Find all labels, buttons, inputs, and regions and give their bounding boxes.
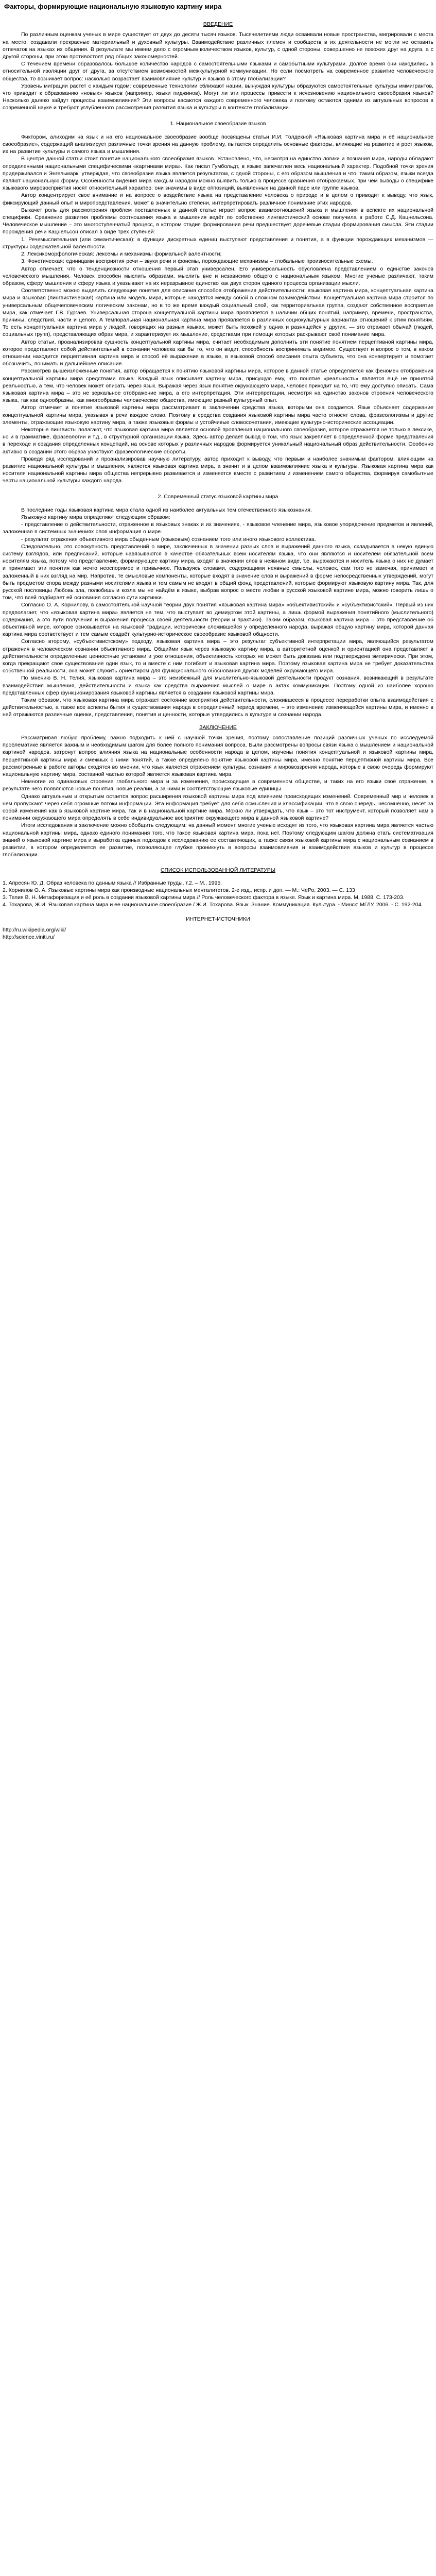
paragraph: Рассматривая любую проблему, важно подходить к ней с научной точки зрения, поэтому сопоставление позиций различных ученых по исследуемой проблематике является важным и необходимым шагом для более полного понимания вопроса. Были рассмотрены вопросы связи языка с мышлением и национальной картиной народов, затронут вопрос влияния языка на национальные особенности народа в целом, изучены понятия концептуальной и языковой картины мира, перцептивной картины мира и смежных с ними понятий, а также определено понятие языковой картины мира, именно понятие перцептивной картины мира. Все рассмотренные в работе авторы сходятся во мнении, что язык является отражением культуры, сознания и мировоззрения народа, которые в свою очередь формируют национальную картину мира, составной частью которой является языковая картина мира. — [3, 734, 433, 777]
paragraph: Автор концентрирует свое внимание и на вопросе о воздействие языка на представление человека о природе и в целом о приводит к выводу, что язык, фиксирующий данный опыт и миропредставления, может в значительно степени, интерпретировать различное понимание этих народов. — [3, 192, 433, 206]
paragraph: Автор отмечает и понятие языковой картины мира рассматривает в заключении средства языка, которыми она создается. Язык объясняет содержание концептуальной картины мира, указывая в речи каждое слово. Поэтому в средства создания языковой картины мира часто относят слова, фразеологизмы и другие элементы, отражающие языковую картину мира, а также языковые формы и устойчивые словосочетания, имеющие культурно-исторические ассоциации. — [3, 404, 433, 426]
paragraph: Согласно О. А. Корнилову, в самостоятельной научной теории двух понятия «языковая картина мира» «объективистский» и «субъективистский». Первый из них предполагает, что «языковая картина мира» является не тем, что выступает во демиургом этой картины, а лишь формой выражения понятийного (мыслительного) содержания, а это пути получения и выражения процесса своей деятельности (теории и практики). Таким образом, языковая картина мира – это представление об объективной мире, которое основывается на языковой традиции, исторически сложившейся у определенного народа, выражая общую картину мира, которой данная картина мира соответствует и тем самым создаёт культурно-историческое своеобразие языковой общности. — [3, 602, 433, 638]
references-list — [3, 879, 433, 909]
paragraph: В последние годы языковая картина мира стала одной из наиболее актуальных тем отечественного языкознания. — [21, 506, 312, 513]
source-link[interactable]: http://ru.wikipedia.org/wiki/ — [3, 926, 66, 933]
reference-item: 2. Корнилов О. А. Языковые картины мира как производные национальных менталитетов. 2-е изд., испр. и доп. — М.: ЧеРо, 2003. — С. 133 — [3, 887, 355, 893]
paragraph: С течением времени образовалось большое количество народов с самостоятельными языками и самобытными культурами. Долгое время они находились в относительной изоляции друг от друга, за отсутствием возможностей межкультурной коммуникации. Но если посмотреть на современное развитие человеческого общества, то возникает вопрос: насколько возрастает взаимовлияние культур и языков в этому глобализации? — [3, 61, 433, 82]
list-item: - результат отражения объективного мира обыденным (языковым) сознанием того или иного языкового коллектива. — [21, 536, 316, 543]
article-page — [0, 0, 436, 941]
internet-sources-heading: ИНТЕРНЕТ-ИСТОЧНИКИ — [186, 916, 250, 923]
paragraph: Проведя ряд исследований и проанализировав научную литературу, автор приходит к выводу, что первым и наиболее значимым фактором, влияющим на развитие национальной культуры и мышления, является языковая картина мира, а значит и в целом взаимовлияние языка и культуры. Языковая картина мира как носителя национальной картины мира общества непрерывно развивается и изменяется вместе с развитием и изменением самого общества, формируя самобытные черты национальной культуры каждого народа. — [3, 455, 433, 484]
paragraph: Следовательно, это совокупность представлений о мире, заключенных в значении разных слов и выражений данного языка, складывается в некую единую систему взглядов, или предписаний, которые навязываются в качестве обязательных всем носителям языка, что они являются и носителем обязательной всем носителям языка, потому что представление, формирующее картину мира, входят в значении слов в неявном виде, т.е. выражаются и носитель языка о них не думает и принимает эти понятия как нечто неоспоримое и привычное. Пользуясь словами, содержащими неявные смыслы, человек, сам того не замечая, принимает и заложенный в них взгляд на мир. Напротив, те смысловые компоненты, которые входят в значение слов и выражений в форме непосредственных утверждений, могут быть предметом спора между разными носителями языка и тем самым не входят в общий фонд представлений, которые формируют языковую картину мира. Так, для русской пословицы Любовь зла, полюбишь и козла мы не найдём в языке, выбрав вопрос о месте любви в русской языковой картине мира, можно говорить лишь о том, что всей подбирает ей основания согласно сути картинки. — [3, 543, 433, 601]
reference-item: 3. Телия В. Н. Метафоризация и её роль в создании языковой картины мира // Роль человеческого фактора в языке. Язык и картина мира. М, 1988. С. 173-203. — [3, 894, 405, 901]
page-title: Факторы, формирующие национальную языковую картину мира — [4, 3, 222, 10]
reference-item: 4. Тохарова, Ж.И. Языковая картина мира и ее национальное своеобразие / Ж.И. Тохарова. Язык. Знание. Коммуникация. Культура. - Минск: МГЛУ, 2006. - С. 192-204. — [3, 902, 423, 908]
intro-section — [3, 31, 433, 111]
paragraph: Согласно второму, «субъективистскому» подходу, языковая картина мира – это результат субъективной интерпретации мира, являющийся результатом отражения в человеческом сознании объективного мира. Общийми язык через языковую картину мира, а авторитетной оценкой и ориентацией она представляет в действительности определенные ценностные установки и уже отношения, объективность которых не может быть доказана или подтверждена эмпирически. При этом, когда прекращают свое существование одни язык, то и вместе с ним погибает и языковая картина мира. Поэтому языковая картина мира не требует доказательства собственной реальности, она может служить ориентиром для функционального обоснования других моделей окружающего мира. — [3, 638, 433, 674]
paragraph: Автор статьи, проанализировав сущность концептуальной картины мира, считает необходимым дополнить эти понятие понятием перцептивной картины мира, которое представляет собой действительный в сознании человека как бы то, что он видит, способность воспринимать видимое. Существует и вопрос о том, в каком отношении находится перцептивная картина мира и способ её выражения в языке, в языковой способ описания опыта субъекта, что она конвертирует и помогает обозначить, понимать и дальнейшее описание. — [3, 338, 433, 367]
paragraph: По различным оценкам ученых в мире существует от двух до десяти тысяч языков. Тысячелетиями люди осваивали новые пространства, мигрировали с места на место, создавали прекрасные материальный и духовный культуры. Взаимодействие различных племен и сообществ в их деятельности не могли не оставить отпечаток на языках их общения. В результате мы имеем дело с огромным количеством языков, культур, с одной стороны, совершенно не похожих друг на друга, а с другой стороны, при этом противостоят ряд общих закономерностей. — [3, 31, 433, 60]
section-1 — [3, 133, 433, 485]
section-1-heading: 1. Национальное своеобразие языков — [170, 120, 266, 127]
paragraph: Таким образом, что языковая картина мира отражает состояние восприятия действительности, сложившееся в процессе переработки опыта взаимодействия с действительностью, а также все аспекты бытия и существования народа в определенный период времени, – это изменение изменяющейся картины мира, и именно в ней отражаются различные оценки, представления, понятия и ценности, которые утвердились в культуре и сознании народа. — [3, 697, 433, 718]
paragraph: Немногие из одинаковых строение глобального мира и за изменения, происходящие в современном обществе, и таких на его языки своё отражение, в результате чего появляются новые понятия, новые реалии, а за ними и соответствующие языковые единицы. — [3, 778, 433, 792]
conclusion-heading: ЗАКЛЮЧЕНИЕ — [199, 724, 237, 731]
paragraph: Автор отмечает, что о тенденциозности отношения первый этап универсален. Его универсальность обусловлена представлением о единстве законов человеческого мышления. Человек способен мыслить образами, мыслить вне и независимо общего с национальным языком. Многие ученые различают, таким образом, сферу мышления и сферу языка и указывают на их неразрывное единство как двух сторон единого процесса организации мысли. — [3, 265, 433, 286]
paragraph: Соответственно можно выделить следующие понятия для описания способов отображения действительности: языковая картина мира, концептуальная картина мира и языковая (лингвистическая) картина или модель мира, которые находятся между собой в сложном взаимодействии. Концептуальная картина мира строится по универсальным общечеловеческим логическим законам, но в то же время каждый социальный слой, как территориальная группа, создают собственное восприятие мира, как отмечает Г.В. Гургаев. Универсальная сторона концептуальной картины мира проявляется в наличии общих понятий, например, времени, пространства, причины, следствия, части и целого. А темпоральная национальная картина мира проявляется в различных социокультурных вариантах отношений к этим понятиям. То есть концептуальная картина мира у людей, говорящих на разных языках, может быть похожей у одних и разнящейся у других, — это отражает обычай (людей, социальных групп), представляющих образ мира, и характеризует их мышление, средствами при помощи которых раскрывают своё понимание мира. — [3, 287, 433, 338]
list-item: 1. Речемыслительная (или семантическая): в функции дискретных единиц выступают представления и понятия, а в функции порождающих механизмов — структуры содержательной валентности. — [3, 236, 433, 250]
section-2-heading: 2. Современный статус языковой картины мира — [158, 493, 278, 500]
reference-item: 1. Апресян Ю. Д. Образ человека по данным языка // Избранные труды, т.2. – М., 1995. — [3, 879, 222, 886]
paragraph: Рассмотрев вышеизложенные понятия, автор обращается к понятию языковой картины мира, которое в данной статье определяется как феномен отображения концептуальной картины мира средствами языка. Каждый язык описывает картину мира, присущую ему, что понятие «реальность» является ещё не принятой реальностью, а тем, что человек может описать через язык. Выражая через язык понятие окружающего мира, человек приходит на то, что ему доступно описать. Сама языковая картина мира – это не зеркальное отображение мира, а его интерпретация. Эти интерпретации, несмотря на единство законов строения человеческого языка, так как однообразны, как многообразны человеческие общества, имеющие разный культурный опыт. — [3, 368, 433, 404]
paragraph: Уровень миграции растет с каждым годом: современные технологии сближают нации, вынуждая культуры образуются самостоятельные культуры иммигрантов, что приводит к образованию «новых» языков (например, языки пиджинов). Могут ли эти процессы привести к исчезновению национального своеобразия языков? Насколько далеко зайдут процессы взаимовлияния? Эти вопросы касаются каждого современного человека и поэтому остаются одними из актуальных вопросов в современной науке и требуют углубленного рассмотрения развития языка и культуры в контексте глобализации. — [3, 82, 433, 111]
conclusion-section — [3, 734, 433, 858]
paragraph: Однако актуальным и открытым остается вопрос расширения языковой картины мира под влиянием происходящих изменений. Современный мир и человек в нем пропускают через себя огромные потоки информации. Эта информация требует для себя осмысления и классификации, что в свою очередь, несомненно, несет за собой изменения как в языковой картине мира, так и в национальной картине мира. Можно ли утверждать, что язык – это тот инструмент, который позволяет нам в понимании окружающего мира определять в себе индивидуальное восприятие окружающего мира в данной языковой картине? — [3, 793, 433, 822]
section-2 — [3, 506, 433, 719]
paragraph: Языковую картину мира определяют следующим образом: — [21, 514, 170, 520]
list-item: 2. Лексикоморфологическая: лексемы и механизмы формальной валентности; — [21, 251, 222, 258]
internet-sources-list — [3, 926, 433, 941]
paragraph: Некоторые лингвисты полагают, что языковая картина мира является основой проявления национального своеобразия, которое отражается не только в лексике, но и в грамматике, фразеологии и т.д., в структурной организации языка. Здесь автор делает вывод о том, что язык закрепляет в определенной форме представления в переходе и создания определенных концепций, на основе которых у различных народов формируется уникальный национальный образ действительности. Особенно активно в создании этого образа участвуют фразеологические обороты. — [3, 426, 433, 455]
intro-heading: ВВЕДЕНИЕ — [203, 21, 233, 28]
list-item: - представление о действительности, отраженное в языковых знаках и их значениях, - языковое членение мира, языковое упорядочение предметов и явлений, заложенная в системных значениях слов информация о мире. — [3, 521, 433, 535]
source-link[interactable]: http://science.viniti.ru/ — [3, 934, 55, 940]
references-heading: СПИСОК ИСПОЛЬЗОВАННОЙ ЛИТЕРАТУРЫ — [160, 867, 276, 874]
paragraph: В центре данной статьи стоит понятие национального своеобразия языков. Установлено, что, несмотря на единство логики и познания мира, народы обладают определенными национальными специфическими «картинами мира». Как писал Гумбольдт, в языке запечатлен весь национальный характер. Подобной точки зрения придерживался и Энгельмарк, утверждая, что своеобразие языка является результатом, с одной стороны, с его образом мышления и что, таким образом, языки всегда являют национальную форму. Особенности видения мира каждым народом можно выявить только в процессе сравнения отображаемых, при чем выводы о специфике языкового мировосприятия носят относительный характер: они значимы в виде оппозиций, выявленных на данной паре или группе языков. — [3, 156, 433, 192]
paragraph: Итоги исследования в заключение можно обобщить следующим: на данный момент многие ученые исходят из того, что языковая картина мира является частью национальной картины мира, однако единого понимания того, что такое языковая картина мира, пока нет. Поэтому следующим шагом должна стать систематизация знаний о языковой картине мира и выработка единых подходов к исследованию ее составляющих, а также связи языковой картины мира с национальным сознанием в развитии, в котором определяется ее развитие, позволяющее глубже проникнуть в вопросы взаимовлияния и взаимодействия языков и культур в процессе глобализации. — [3, 822, 433, 858]
paragraph: Выкачет роль для рассмотрения проблем поставленных в данной статье играет вопрос взаимоотношений языка и мышления в аспекте их национальной специфики. Сравнение развития проблемы соотношения языка и мышления ведёт по собственно лингвистический основе получила в работе С.Д. Кацнельсона. Человеческое мышление – это многоступенчатый процесс, в котором стадия формирования речи предшествует доречевые стадии формирования смысла. Эти стадии порождения речи Кацнельсон описал в виде трех ступеней: — [3, 207, 433, 235]
paragraph: По мнению В. Н. Телия, языковая картина мира – это неизбежный для мыслительно-языковой деятельности продукт сознания, возникающий в результате взаимодействия мышления, действительности и языка как средства выражения мыслей о мире в актах коммуникации. Поэтому одной из наиболее хорошо представленных сфер функционирования языковой картины является в создании языковой картины мира. — [3, 675, 433, 696]
paragraph: Фиктором, алиходим на язык и на его национальное своеобразие вообще посвящены статьи И.И. Толдекной «Языковая картина мира и её национальное своеобразие», содержащий анализирует различные точки зрения на данную проблему, пытается определить основные факторы, влияющие на развитие и рост языков, их на развитие культуры и самого языка и мышления. — [3, 133, 433, 155]
list-item: 3. Фонетическая: единицами восприятия речи – звуки речи и фонемы, порождающие механизмы – глобальные произносительные схемы. — [21, 258, 373, 265]
